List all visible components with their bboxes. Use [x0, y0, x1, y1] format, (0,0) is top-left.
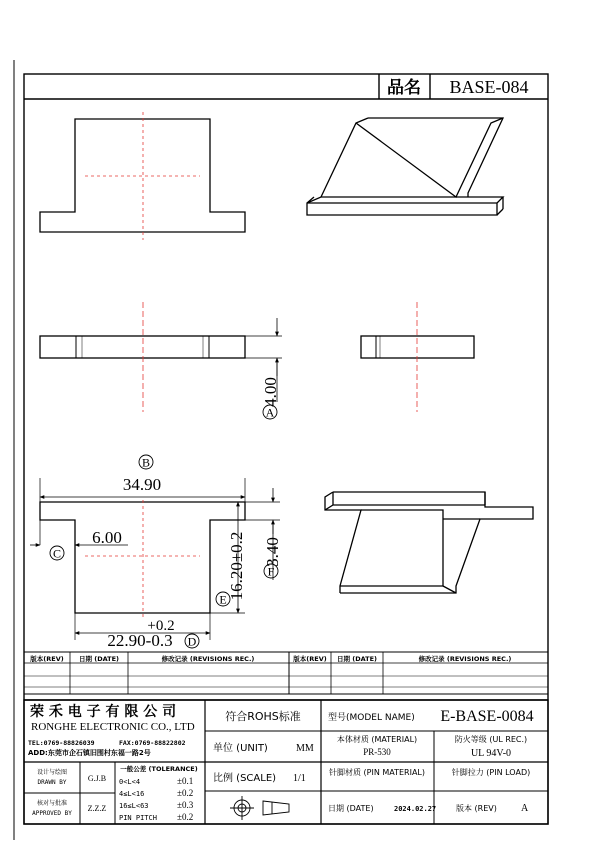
length-ref: E	[219, 592, 227, 607]
height-dimension: 4.00	[261, 377, 280, 407]
depth-dimension: 3.40	[263, 537, 282, 567]
approved-value: Z.Z.Z	[87, 804, 107, 813]
drawn-label-en: DRAWN BY	[37, 779, 67, 786]
bottom-upper-tol: +0.2	[147, 618, 175, 634]
projection-symbol-icon	[230, 796, 289, 820]
width-ref: B	[141, 455, 151, 470]
part-name-header	[24, 74, 548, 99]
rec-header-2: 修改记录 (REVISIONS REC.)	[418, 655, 512, 663]
approved-label-en: APPROVED BY	[32, 810, 72, 817]
company-en: RONGHE ELECTRONIC CO., LTD	[31, 721, 195, 733]
material-label: 本体材质 (MATERIAL)	[336, 735, 418, 744]
tol-range-1: 4≤L<16	[119, 790, 145, 798]
tel: TEL:0769-88826039	[28, 739, 95, 747]
side-view-right	[361, 302, 474, 412]
rev-value: A	[521, 803, 529, 814]
drawn-label-cn: 设计与绘图	[36, 769, 68, 776]
tol-range-2: 16≤L<63	[119, 802, 149, 810]
tol-value-1: ±0.2	[177, 788, 194, 798]
revision-table	[24, 652, 548, 694]
drawn-value: G.J.B	[87, 774, 107, 783]
side-view-left	[40, 302, 282, 420]
model-label: 型号(MODEL NAME)	[328, 713, 415, 723]
company-cn: 荣 禾 电 子 有 限 公 司	[30, 704, 177, 720]
bottom-view	[30, 455, 282, 650]
date-label: 日期 (DATE)	[328, 804, 374, 813]
bottom-dimension: 22.90-0.3	[107, 631, 173, 650]
bottom-ref: D	[187, 634, 197, 649]
width-dimension: 34.90	[122, 475, 162, 494]
tol-range-3: PIN PITCH	[119, 814, 157, 822]
model-value: E-BASE-0084	[440, 708, 534, 725]
title-block	[24, 700, 548, 824]
tol-value-3: ±0.2	[177, 812, 194, 822]
unit-value: MM	[296, 743, 314, 754]
depth-ref: F	[267, 564, 275, 579]
rohs: 符合ROHS标准	[225, 710, 301, 723]
pin-load-label: 针脚拉力 (PIN LOAD)	[451, 768, 531, 777]
scale-label: 比例 (SCALE)	[213, 773, 277, 784]
height-ref: A	[265, 405, 275, 420]
date-value: 2024.02.27	[394, 805, 437, 813]
step-ref: C	[52, 546, 62, 561]
date-header-1: 日期 (DATE)	[79, 655, 119, 663]
tol-range-0: 0<L<4	[119, 778, 141, 786]
scale-value: 1/1	[293, 773, 306, 784]
approved-label-cn: 核对与批准	[36, 800, 68, 807]
rec-header-1: 修改记录 (REVISIONS REC.)	[161, 655, 255, 663]
rev-header-1: 版本(REV)	[30, 655, 64, 663]
length-dimension: 16.20±0.2	[227, 531, 246, 601]
material-value: PR-530	[363, 747, 391, 757]
front-view	[40, 112, 245, 240]
rev-label: 版本 (REV)	[456, 804, 497, 813]
part-name-label: 品名	[387, 78, 421, 98]
ul-label: 防火等级 (UL REC.)	[454, 735, 528, 744]
ul-value: UL 94V-0	[470, 748, 512, 759]
step-dimension: 6.00	[92, 528, 122, 547]
rev-header-2: 版本(REV)	[293, 655, 327, 663]
unit-label: 单位 (UNIT)	[213, 743, 268, 754]
tolerance-title: 一般公差 (TOLERANCE)	[120, 765, 198, 773]
part-name-value: BASE-084	[449, 77, 529, 97]
fax: FAX:0769-88822802	[119, 739, 186, 747]
tol-value-0: ±0.1	[177, 776, 194, 786]
isometric-view-bottom	[325, 492, 533, 593]
tol-value-2: ±0.3	[177, 800, 194, 810]
pin-material-label: 针脚材质 (PIN MATERIAL)	[328, 768, 426, 777]
date-header-2: 日期 (DATE)	[337, 655, 377, 663]
address: ADD:东莞市企石镇旧围村东福一路2号	[28, 749, 151, 757]
isometric-view-top	[307, 118, 503, 215]
